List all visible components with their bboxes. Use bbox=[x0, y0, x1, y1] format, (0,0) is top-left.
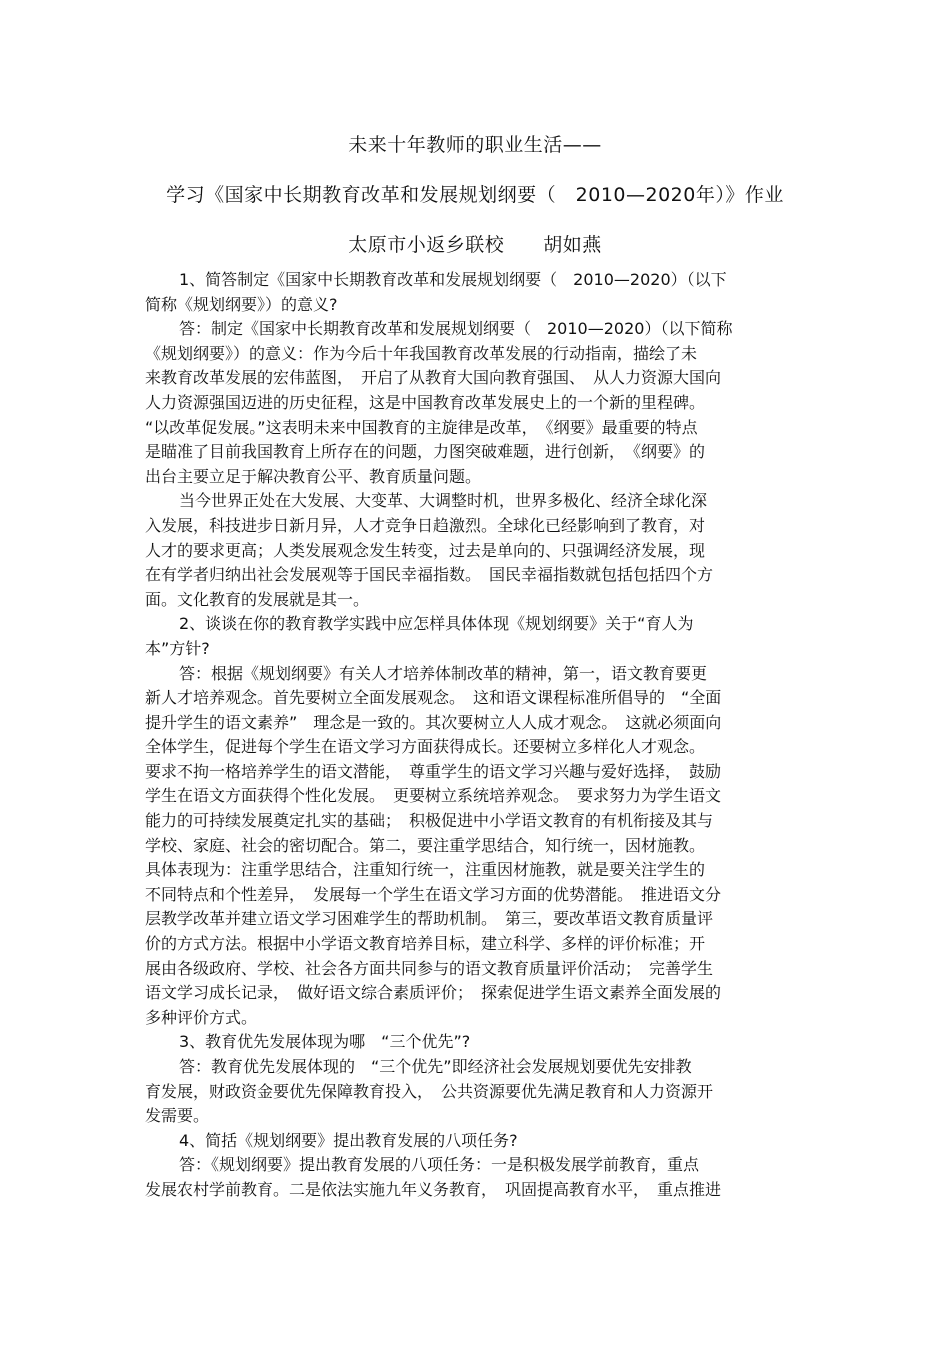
question-2-line: 2、谈谈在你的教育教学实践中应怎样具体体现《规划纲要》关于“育人为 bbox=[179, 614, 694, 634]
text-line: 具体表现为：注重学思结合，注重知行统一，注重因材施教，就是要关注学生的 bbox=[145, 860, 706, 880]
text-line: 要求不拘一格培养学生的语文潜能， 尊重学生的语文学习兴趣与爱好选择， 鼓励 bbox=[145, 761, 722, 781]
question-4-line: 4、简括《规划纲要》提出教育发展的八项任务? bbox=[179, 1130, 518, 1150]
text-line: 来教育改革发展的宏伟蓝图， 开启了从教育大国向教育强国、 从人力资源大国向 bbox=[145, 368, 722, 388]
text-line: 展由各级政府、学校、社会各方面共同参与的语文教育质量评价活动； 完善学生 bbox=[145, 958, 714, 978]
question-3-line: 3、教育优先发展体现为哪 “三个优先”? bbox=[179, 1032, 471, 1052]
text-line: 是瞄准了目前我国教育上所存在的问题，力图突破难题，进行创新， 《纲要》的 bbox=[145, 442, 706, 462]
text-line: 语文学习成长记录， 做好语文综合素质评价； 探索促进学生语文素养全面发展的 bbox=[145, 983, 722, 1003]
document-body bbox=[145, 268, 807, 1203]
document-title: 未来十年教师的职业生活—— bbox=[348, 134, 602, 156]
text-line: 面。文化教育的发展就是其一。 bbox=[145, 589, 370, 609]
text-line: 层教学改革并建立语文学习困难学生的帮助机制。 第三，要改革语文教育质量评 bbox=[145, 909, 714, 929]
text-line: 人才的要求更高；人类发展观念发生转变，过去是单向的、只强调经济发展，现 bbox=[145, 540, 706, 560]
answer-4-line: 答：《规划纲要》提出教育发展的八项任务：一是积极发展学前教育，重点 bbox=[179, 1155, 700, 1175]
text-line: 简称《规划纲要》）的意义? bbox=[145, 294, 338, 314]
text-line: 在有学者归纳出社会发展观等于国民幸福指数。 国民幸福指数就包括包括四个方 bbox=[145, 565, 714, 585]
text-line: 能力的可持续发展奠定扎实的基础； 积极促进中小学语文教育的有机衔接及其与 bbox=[145, 811, 714, 831]
text-line: 不同特点和个性差异， 发展每一个学生在语文学习方面的优势潜能。 推进语文分 bbox=[145, 884, 722, 904]
text-line: 价的方式方法。根据中小学语文教育培养目标，建立科学、多样的评价标准；开 bbox=[145, 934, 706, 954]
text-line: 本”方针? bbox=[145, 638, 210, 658]
text-line: 学校、家庭、社会的密切配合。第二，要注重学思结合，知行统一，因材施教。 bbox=[145, 835, 706, 855]
question-1-line: 1、简答制定《国家中长期教育改革和发展规划纲要（ 2010—2020）（以下 bbox=[179, 270, 727, 289]
document-subtitle: 学习《国家中长期教育改革和发展规划纲要（ 2010—2020年）》作业 bbox=[166, 184, 784, 206]
text-line: “以改革促发展。”这表明未来中国教育的主旋律是改革， 《纲要》最重要的特点 bbox=[145, 417, 698, 437]
text-line: 全体学生，促进每个学生在语文学习方面获得成长。还要树立多样化人才观念。 bbox=[145, 737, 706, 757]
text-line: 人力资源强国迈进的历史征程，这是中国教育改革发展史上的一个新的里程碑。 bbox=[145, 392, 706, 412]
text-line: 发展农村学前教育。二是依法实施九年义务教育， 巩固提高教育水平， 重点推进 bbox=[145, 1179, 722, 1199]
author-line: 太原市小返乡联校 胡如燕 bbox=[348, 234, 602, 256]
text-line: 入发展，科技进步日新月异，人才竞争日趋激烈。全球化已经影响到了教育，对 bbox=[145, 515, 706, 535]
text-line: 出台主要立足于解决教育公平、教育质量问题。 bbox=[145, 466, 482, 486]
text-line: 多种评价方式。 bbox=[145, 1007, 258, 1027]
answer-3-line: 答：教育优先发展体现的 “三个优先”即经济社会发展规划要优先安排教 bbox=[179, 1057, 692, 1076]
text-line: 《规划纲要》）的意义：作为今后十年我国教育改革发展的行动指南，描绘了未 bbox=[145, 343, 698, 363]
text-line: 学生在语文方面获得个性化发展。 更要树立系统培养观念。 要求努力为学生语文 bbox=[145, 786, 722, 806]
paragraph-start-line: 当今世界正处在大发展、大变革、大调整时机，世界多极化、经济全球化深 bbox=[179, 491, 708, 511]
text-line: 提升学生的语文素养” 理念是一致的。其次要树立人人成才观念。 这就必须面向 bbox=[145, 712, 722, 732]
text-line: 新人才培养观念。首先要树立全面发展观念。 这和语文课程标准所倡导的 “全面 bbox=[145, 688, 722, 708]
answer-2-line: 答：根据《规划纲要》有关人才培养体制改革的精神，第一，语文教育要更 bbox=[179, 663, 708, 683]
text-line: 育发展，财政资金要优先保障教育投入， 公共资源要优先满足教育和人力资源开 bbox=[145, 1081, 714, 1101]
text-line: 发需要。 bbox=[145, 1106, 210, 1126]
answer-1-line: 答：制定《国家中长期教育改革和发展规划纲要（ 2010—2020）（以下简称 bbox=[179, 319, 733, 339]
